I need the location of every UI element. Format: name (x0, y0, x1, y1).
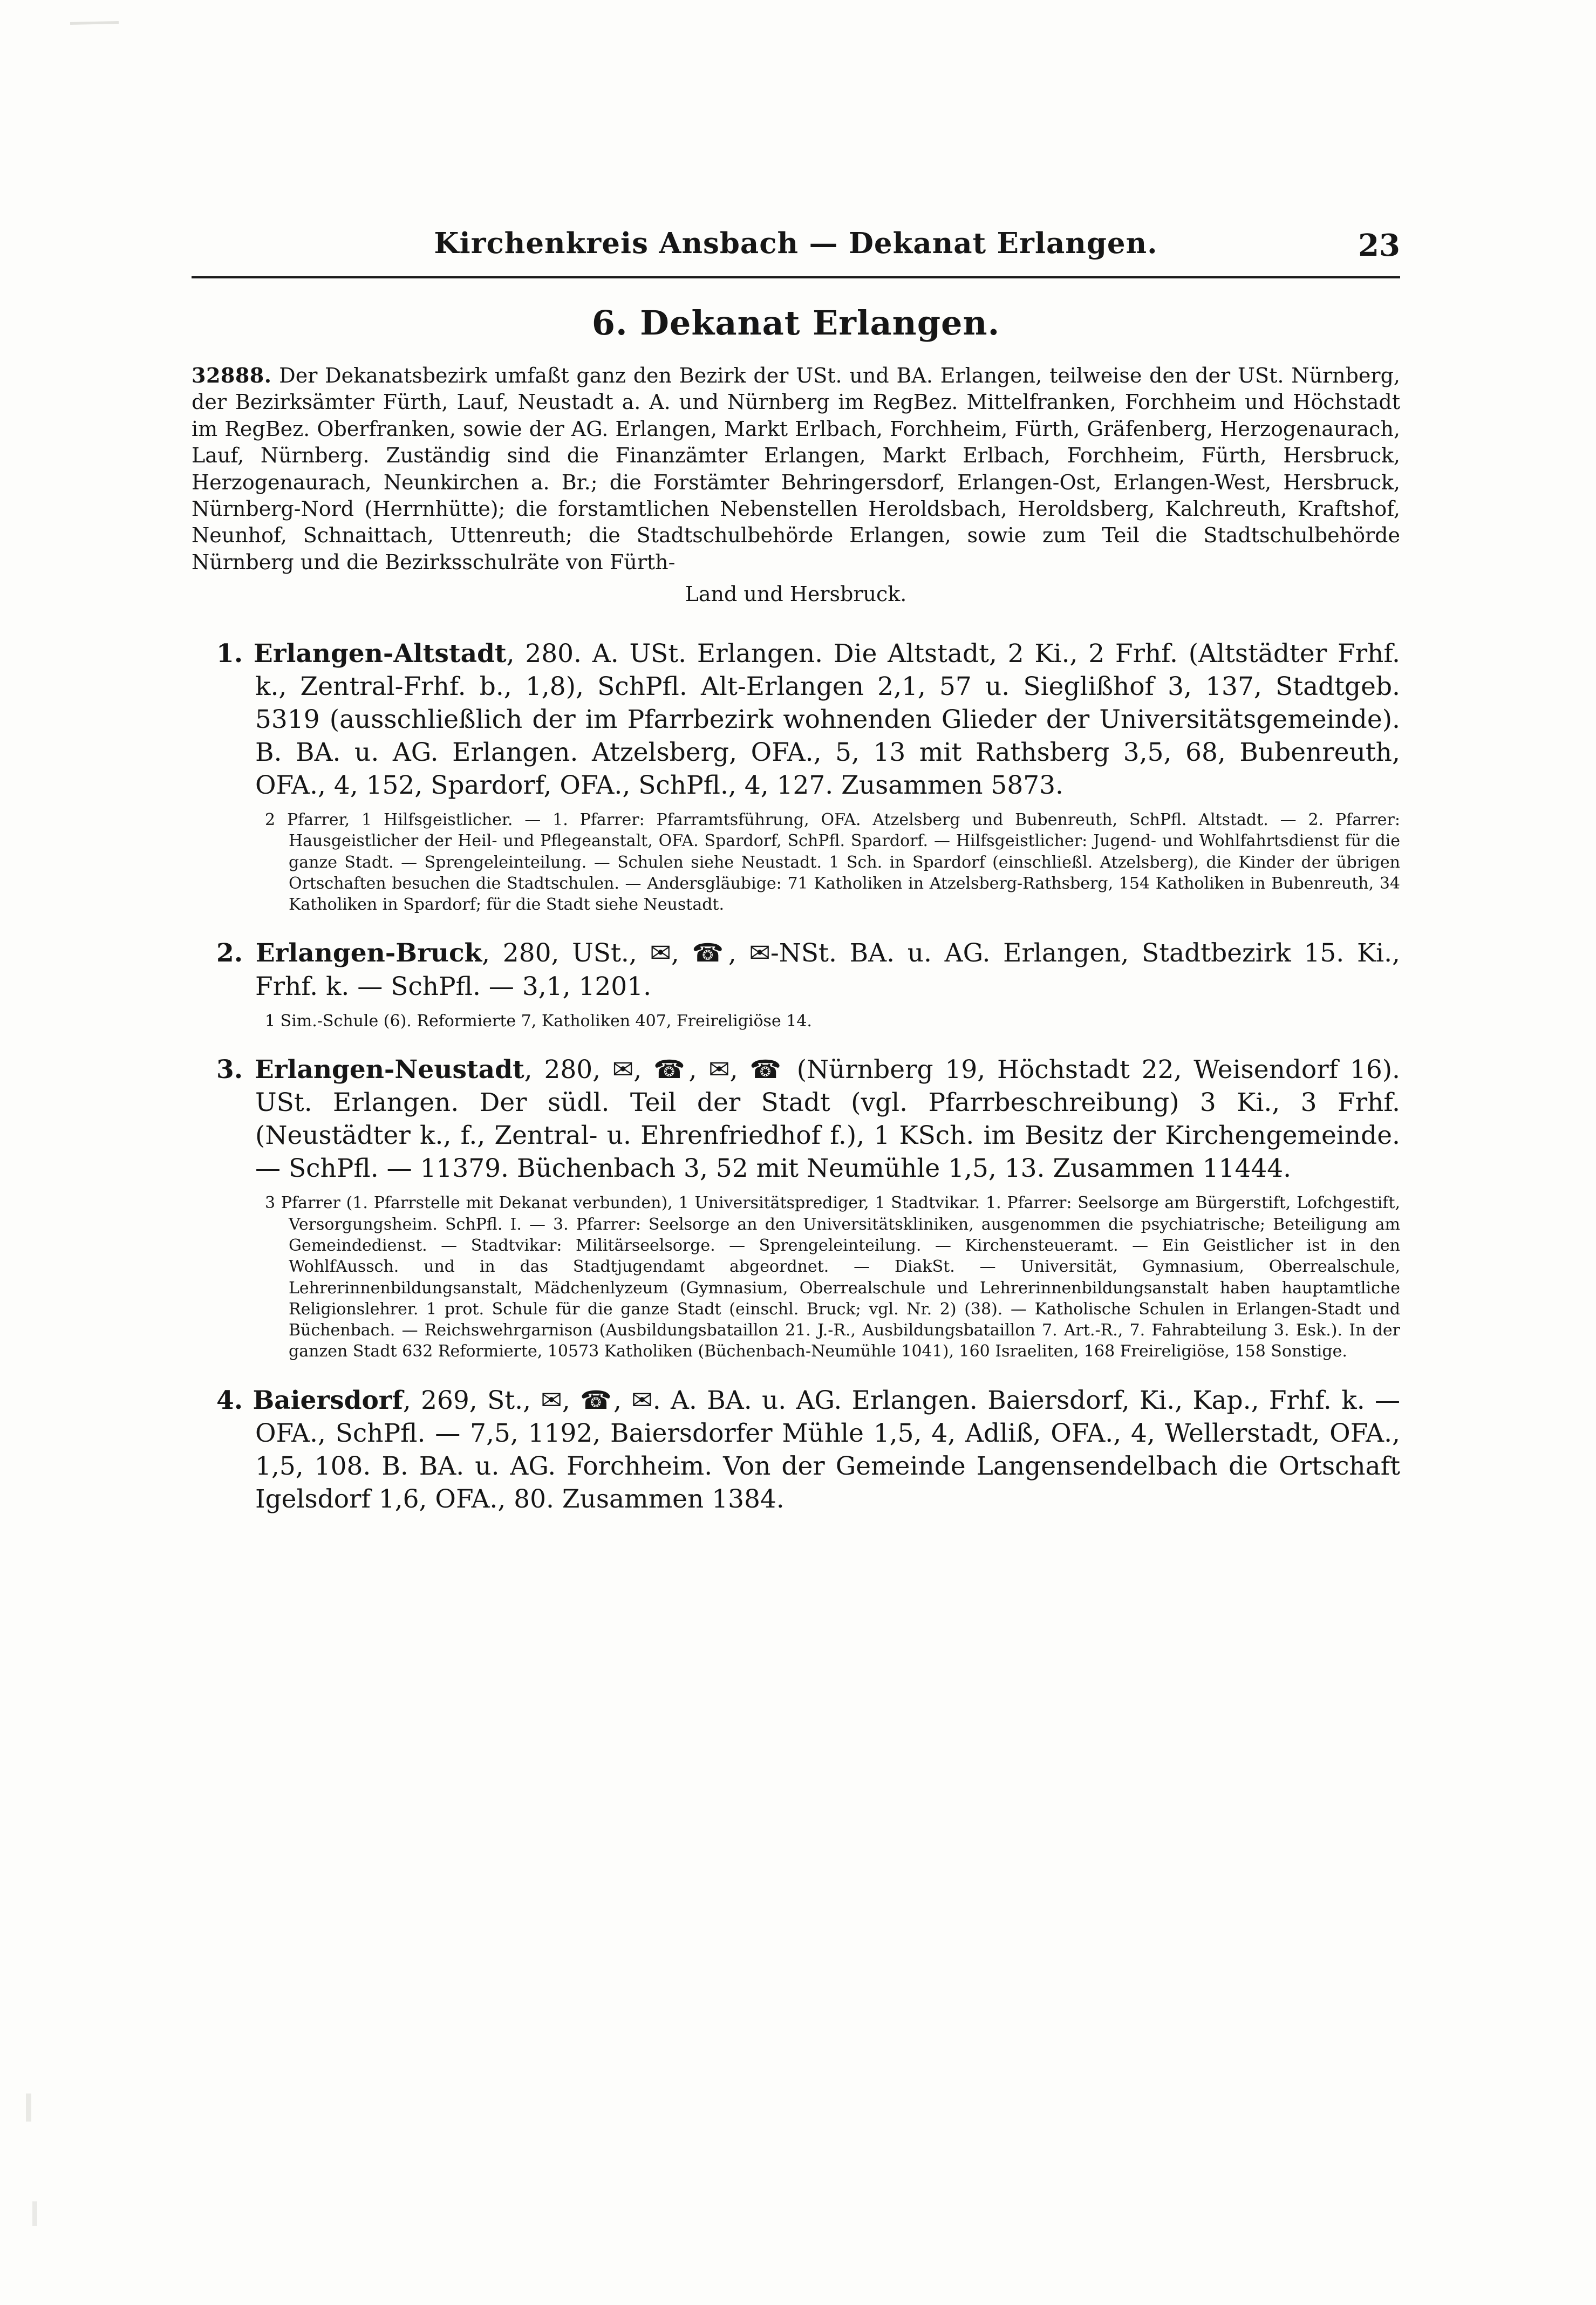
entry-main-text (192, 1053, 1400, 1185)
entry-4 (192, 1384, 1400, 1516)
entry-footnote-text: Pfarrer (1. Pfarrstelle mit Dekanat verbunden), 1 Universitätsprediger, 1 Stadtvikar. 1. Pfarrer: Seelsorge am Bürgerstift, Lofchgestift, Versorgungsheim. SchPfl. I. — 3. Pfarrer: Seelsorge an den Universitätskliniken, ausgenommen die psychiatrische; Beteiligung am Gemeindedienst. — Stadtvikar: Militärseelsorge. — Sprengeleinteilung. — Kirchensteueramt. — Ein Geistlicher ist in den WohlfAussch. und in das Stadtjugendamt abgeordnet. — DiakSt. — Universität, Gymnasium, Oberrealschule, Lehrerinnenbildungsanstalt, Mädchenlyzeum (Gymnasium, Oberrealschule und Lehrerinnenbildungsanstalt haben hauptamtliche Religionslehrer. 1 prot. Schule für die ganze Stadt (einschl. Bruck; vgl. Nr. 2) (38). — Katholische Schulen in Erlangen-Stadt und Büchenbach. — Reichswehrgarnison (Ausbildungsbataillon 21. J.-R., Ausbildungsbataillon 7. Art.-R., 7. Fahrabteilung 3. Esk.). In der ganzen Stadt 632 Reformierte, 10573 Katholiken (Büchenbach-Neumühle 1041), 160 Israeliten, 168 Freireligiöse, 158 Sonstige. (281, 1194, 1400, 1361)
entry-place-name: Erlangen-Bruck (255, 938, 482, 969)
running-head-title: Kirchenkreis Ansbach — Dekanat Erlangen. (434, 227, 1158, 260)
entry-footnote-number: 3 (265, 1194, 276, 1213)
entry-footnote-text: Sim.-Schule (6). Reformierte 7, Katholiken 407, Freireligiöse 14. (280, 1011, 812, 1031)
entry-place-name: Erlangen-Altstadt (253, 638, 507, 669)
entry-footnote (192, 1192, 1400, 1362)
entry-place-name: Erlangen-Neustadt (254, 1054, 524, 1085)
entry-footnote-number: 2 (265, 810, 276, 829)
entry-enumerator: 1. (216, 638, 243, 669)
scan-artifact-top (70, 21, 119, 25)
entry-2 (192, 937, 1400, 1031)
page-number: 23 (1358, 228, 1400, 263)
intro-text: Der Dekanatsbezirk umfaßt ganz den Bezirk der USt. und BA. Erlangen, teilweise den der USt. Nürnberg, der Bezirksämter Fürth, Lauf, Neustadt a. A. und Nürnberg im RegBez. Mittelfranken, Forchheim und Höchstadt im RegBez. Oberfranken, sowie der AG. Erlangen, Markt Erlbach, Forchheim, Fürth, Gräfenberg, Herzogenaurach, Lauf, Nürnberg. Zuständig sind die Finanzämter Erlangen, Markt Erlbach, Forchheim, Fürth, Hersbruck, Herzogenaurach, Neunkirchen a. Br.; die Forstämter Behringersdorf, Erlangen-Ost, Erlangen-West, Hersbruck, Nürnberg-Nord (Herrnhütte); die forstamtlichen Nebenstellen Heroldsbach, Heroldsberg, Kalchreuth, Kraftshof, Neunhof, Schnaittach, Uttenreuth; die Stadtschulbehörde Erlangen, sowie zum Teil die Stadtschulbehörde Nürnberg und die Bezirksschulräte von Fürth- (192, 364, 1400, 574)
entry-footnote-number: 1 (265, 1011, 276, 1031)
entry-main-text (192, 1384, 1400, 1516)
entry-body: , 280, ✉, ☎, ✉, ☎ (Nürnberg 19, Höchstadt 22, Weisendorf 16). USt. Erlangen. Der südl. Teil der Stadt (vgl. Pfarrbeschreibung) 3 Ki., 3 Frhf. (Neustädter k., f., Zentral- u. Ehrenfriedhof f.), 1 KSch. im Besitz der Kirchengemeinde. — SchPfl. — 11379. Büchenbach 3, 52 mit Neumühle 1,5, 13. Zusammen 11444. (255, 1054, 1400, 1184)
entry-body: , 280, USt., ✉, ☎, ✉-NSt. BA. u. AG. Erlangen, Stadtbezirk 15. Ki., Frhf. k. — SchPfl. — 3,1, 1201. (255, 938, 1400, 1001)
intro-entry-number: 32888. (192, 363, 272, 387)
page-content (192, 227, 1400, 1525)
entry-3 (192, 1053, 1400, 1362)
scan-artifact-left-bottom (32, 2201, 37, 2226)
header-rule (192, 276, 1400, 278)
running-head (192, 227, 1400, 264)
entry-1 (192, 637, 1400, 916)
entry-enumerator: 4. (216, 1385, 243, 1415)
entry-body: , 280. A. USt. Erlangen. Die Altstadt, 2 Ki., 2 Frhf. (Altstädter Frhf. k., Zentral-Frhf. b., 1,8), SchPfl. Alt-Erlangen 2,1, 57 u. Sieglißhof 3, 137, Stadtgeb. 5319 (ausschließlich der im Pfarrbezirk wohnenden Glieder der Universitätsgemeinde). B. BA. u. AG. Erlangen. Atzelsberg, OFA., 5, 13 mit Rathsberg 3,5, 68, Bubenreuth, OFA., 4, 152, Spardorf, OFA., SchPfl., 4, 127. Zusammen 5873. (255, 638, 1400, 800)
entry-body: , 269, St., ✉, ☎, ✉. A. BA. u. AG. Erlangen. Baiersdorf, Ki., Kap., Frhf. k. — OFA., SchPfl. — 7,5, 1192, Baiersdorfer Mühle 1,5, 4, Adliß, OFA., 4, Wellerstadt, OFA., 1,5, 108. B. BA. u. AG. Forchheim. Von der Gemeinde Langensendelbach die Ortschaft Igelsdorf 1,6, OFA., 80. Zusammen 1384. (255, 1385, 1400, 1514)
intro-paragraph (192, 362, 1400, 576)
scan-artifact-left-lower (26, 2093, 31, 2122)
entry-footnote (192, 1011, 1400, 1032)
entry-footnote-text: Pfarrer, 1 Hilfsgeistlicher. — 1. Pfarrer: Pfarramtsführung, OFA. Atzelsberg und Bubenreuth, SchPfl. Altstadt. — 2. Pfarrer: Hausgeistlicher der Heil- und Pflegeanstalt, OFA. Spardorf, SchPfl. Spardorf. — Hilfsgeistlicher: Jugend- und Wohlfahrtsdienst für die ganze Stadt. — Sprengeleinteilung. — Schulen siehe Neustadt. 1 Sch. in Spardorf (einschließl. Atzelsberg), die Kinder der übrigen Ortschaften besuchen die Stadtschulen. — Andersgläubige: 71 Katholiken in Atzelsberg-Rathsberg, 154 Katholiken in Bubenreuth, 34 Katholiken in Spardorf; für die Stadt siehe Neustadt. (287, 810, 1400, 915)
entry-main-text (192, 937, 1400, 1003)
entry-enumerator: 3. (216, 1054, 243, 1085)
intro-last-line: Land und Hersbruck. (685, 582, 907, 606)
entry-enumerator: 2. (216, 938, 243, 969)
section-title: 6. Dekanat Erlangen. (591, 303, 1000, 343)
entry-main-text (192, 637, 1400, 802)
entry-place-name: Baiersdorf (253, 1385, 403, 1415)
entry-footnote (192, 809, 1400, 915)
